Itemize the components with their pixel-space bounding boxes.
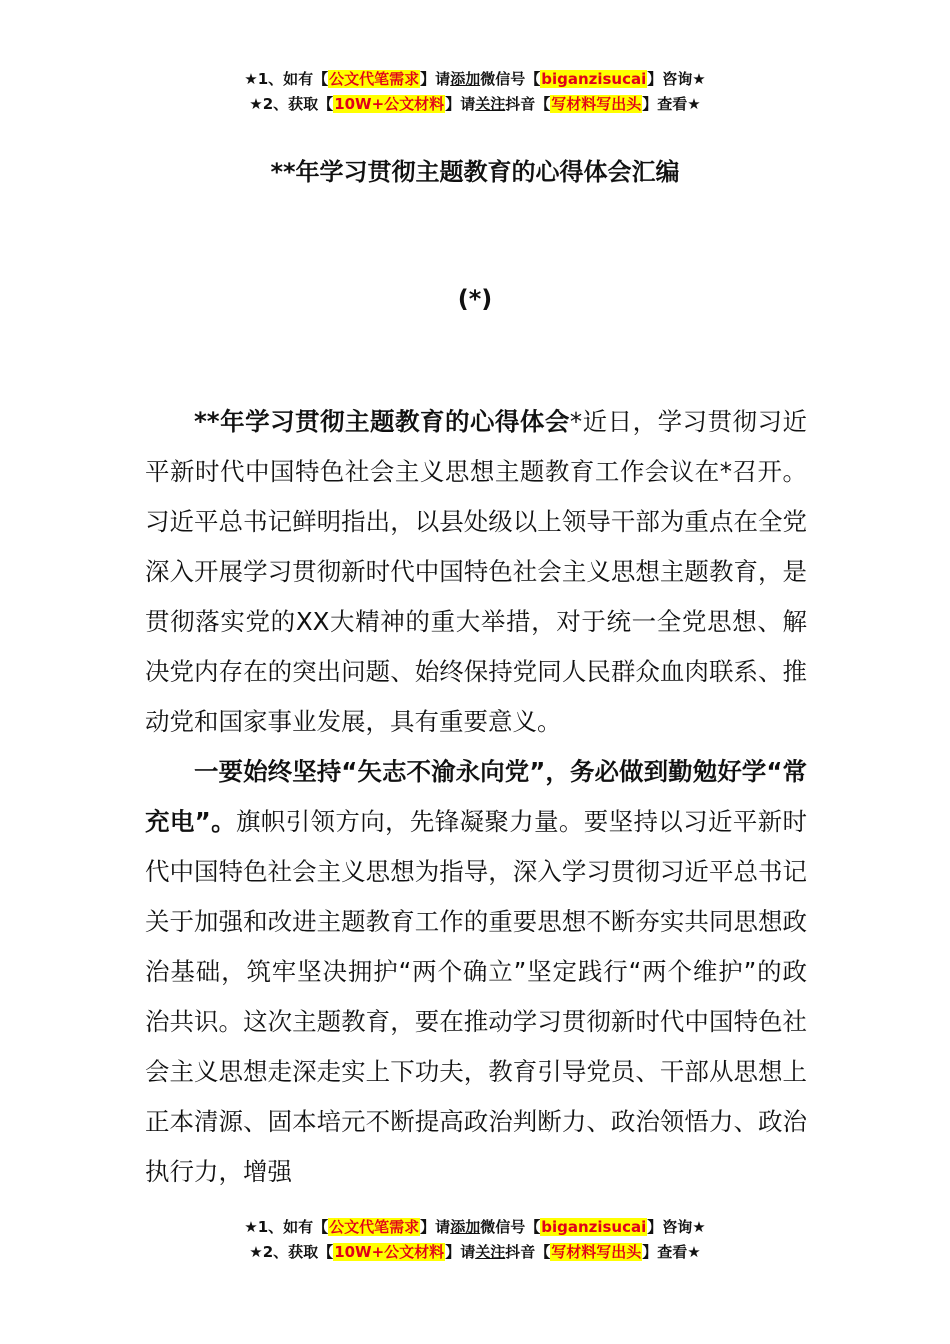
banner-text: 】请	[445, 95, 476, 113]
banner-line-2	[0, 1240, 950, 1265]
banner-text: ★2、获取【	[249, 95, 334, 113]
banner-text: 】请	[445, 1243, 476, 1261]
banner-text: 微信号【	[480, 1218, 541, 1236]
banner-text: 】请	[420, 70, 451, 88]
paragraph-2	[145, 747, 807, 1197]
footer-banner	[0, 1215, 950, 1265]
banner-text: 抖音【	[505, 95, 551, 113]
banner-highlight: biganzisucai	[541, 1218, 647, 1236]
banner-line-1	[0, 67, 950, 92]
banner-text: 】请	[420, 1218, 451, 1236]
banner-text: ★2、获取【	[249, 1243, 334, 1261]
banner-highlight: 公文代笔需求	[329, 70, 420, 88]
banner-text: 】查看★	[642, 95, 701, 113]
paragraph-text: *近日，学习贯彻习近平新时代中国特色社会主义思想主题教育工作会议在*召开。习近平总书记鲜明指出，以县处级以上领导干部为重点在全党深入开展学习贯彻新时代中国特色社会主义思想主题教育，是贯彻落实党的XX大精神的重大举措，对于统一全党思想、解决党内存在的突出问题、始终保持党同人民群众血肉联系、推动党和国家事业发展，具有重要意义。	[145, 407, 807, 736]
banner-underline-text: 添加	[450, 1218, 481, 1236]
banner-highlight: 10W+公文材料	[334, 1243, 445, 1261]
banner-text: 】咨询★	[647, 1218, 706, 1236]
banner-text: ★1、如有【	[244, 1218, 329, 1236]
paragraph-1	[145, 397, 807, 747]
document-title: **年学习贯彻主题教育的心得体会汇编	[270, 158, 680, 186]
banner-text: 微信号【	[480, 70, 541, 88]
banner-underline-text: 关注	[475, 1243, 506, 1261]
paragraph-text: 旗帜引领方向，先锋凝聚力量。要坚持以习近平新时代中国特色社会主义思想为指导，深入学习贯彻习近平总书记关于加强和改进主题教育工作的重要思想不断夯实共同思想政治基础，筑牢坚决拥护“两个确立”坚定践行“两个维护”的政治共识。这次主题教育，要在推动学习贯彻新时代中国特色社会主义思想走深走实上下功夫，教育引导党员、干部从思想上正本清源、固本培元不断提高政治判断力、政治领悟力、政治执行力，增强	[145, 807, 808, 1186]
banner-text: ★1、如有【	[244, 70, 329, 88]
banner-line-2	[0, 92, 950, 117]
banner-highlight: 公文代笔需求	[329, 1218, 420, 1236]
paragraph-lead: **年学习贯彻主题教育的心得体会	[194, 407, 570, 436]
banner-highlight: 写材料写出头	[551, 95, 642, 113]
banner-line-1	[0, 1215, 950, 1240]
banner-text: 】查看★	[642, 1243, 701, 1261]
banner-text: 】咨询★	[647, 70, 706, 88]
paragraph-lead: 一要始终坚持“矢志不渝永向党”，务必做到勤勉好学“常充电”。	[145, 757, 807, 836]
banner-underline-text: 关注	[475, 95, 506, 113]
document-subtitle: (*)	[457, 285, 493, 313]
banner-highlight: biganzisucai	[541, 70, 647, 88]
banner-text: 抖音【	[505, 1243, 551, 1261]
header-banner	[0, 67, 950, 117]
banner-highlight: 写材料写出头	[551, 1243, 642, 1261]
document-body	[145, 397, 807, 1197]
banner-highlight: 10W+公文材料	[334, 95, 445, 113]
banner-underline-text: 添加	[450, 70, 481, 88]
